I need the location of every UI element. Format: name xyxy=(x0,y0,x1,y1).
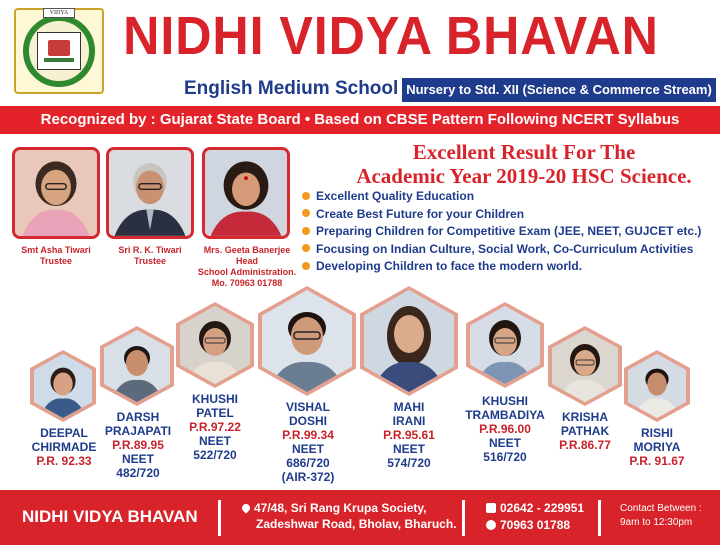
student-photo-icon xyxy=(180,306,250,384)
footer-brand: NIDHI VIDYA BHAVAN xyxy=(22,507,198,526)
person-name: Mrs. Geeta Banerjee xyxy=(203,245,291,255)
feature-item: Excellent Quality Education xyxy=(302,188,701,206)
student-photo-icon xyxy=(470,306,540,384)
bullet-icon xyxy=(302,192,310,200)
result-heading-line-1: Excellent Result For The xyxy=(412,140,636,164)
phone-icon xyxy=(486,503,496,513)
student-info: KHUSHI TRAMBADIYA P.R.96.00 NEET 516/720 xyxy=(465,394,545,464)
student-photo xyxy=(100,326,174,406)
student-photo xyxy=(548,326,622,406)
student-info: DARSH PRAJAPATI P.R.89.95 NEET 482/720 xyxy=(104,410,172,480)
student-info: MAHI IRANI P.R.95.61 NEET 574/720 xyxy=(383,400,435,470)
footer-divider xyxy=(218,500,221,536)
student-photo-icon xyxy=(104,330,170,402)
trustee-1-caption xyxy=(6,245,106,267)
recognition-banner: Recognized by : Gujarat State Board • Based on CBSE Pattern Following NCERT Syllabus xyxy=(0,106,720,134)
bullet-icon xyxy=(302,244,310,252)
logo-text: VIDYA xyxy=(43,8,75,18)
feature-item: Preparing Children for Competitive Exam (JEE, NEET, GUJCET etc.) xyxy=(302,223,701,241)
student-photo xyxy=(360,286,458,396)
student-photo-icon xyxy=(552,330,618,402)
bullet-icon xyxy=(302,209,310,217)
person-name: Smt Asha Tiwari xyxy=(21,245,91,255)
person-name: Sri R. K. Tiwari xyxy=(118,245,182,255)
bullet-icon xyxy=(302,227,310,235)
logo-emblem xyxy=(37,32,81,70)
feature-list xyxy=(302,188,701,276)
emblem-icon xyxy=(48,40,70,56)
footer-divider xyxy=(462,500,465,536)
location-pin-icon xyxy=(240,502,251,513)
footer-contact-hours: Contact Between : 9am to 12:30pm xyxy=(620,503,702,528)
student-photo xyxy=(176,302,254,388)
student-photo xyxy=(258,286,356,396)
school-name: NIDHI VIDYA BHAVAN xyxy=(123,6,659,66)
feature-item: Focusing on Indian Culture, Social Work, Co-Curriculum Activities xyxy=(302,241,701,259)
trustee-photo-2 xyxy=(106,147,194,239)
footer xyxy=(0,490,720,545)
feature-item: Developing Children to face the modern world. xyxy=(302,258,701,276)
student-photo xyxy=(466,302,544,388)
feature-item: Create Best Future for your Children xyxy=(302,206,701,224)
footer-phones: 02642 - 229951 70963 01788 xyxy=(486,500,584,534)
mobile-icon xyxy=(486,520,496,530)
school-logo xyxy=(14,8,104,94)
head-caption xyxy=(194,245,300,289)
student-info: DEEPAL CHIRMADE P.R. 92.33 xyxy=(31,426,97,468)
student-info: RISHI MORIYA P.R. 91.67 xyxy=(629,426,685,468)
trustee-2-caption xyxy=(100,245,200,267)
person-role-detail: School Administration. xyxy=(197,267,297,277)
bullet-icon xyxy=(302,262,310,270)
person-photo-icon xyxy=(15,150,97,236)
student-photo-icon xyxy=(628,354,686,418)
person-phone: Mo. 70963 01788 xyxy=(211,278,283,288)
student-photo-icon xyxy=(262,290,352,392)
result-heading xyxy=(330,140,718,188)
student-info: VISHAL DOSHI P.R.99.34 NEET 686/720 (AIR-372) xyxy=(281,400,335,484)
school-subtitle: English Medium School xyxy=(184,78,399,99)
person-photo-icon xyxy=(205,150,287,236)
logo-emblem-ring xyxy=(23,10,95,87)
head-photo xyxy=(202,147,290,239)
student-photo-icon xyxy=(34,354,92,418)
trustee-photo-1 xyxy=(12,147,100,239)
result-heading-line-2: Academic Year 2019-20 HSC Science. xyxy=(356,164,692,188)
student-info: KHUSHI PATEL P.R.97.22 NEET 522/720 xyxy=(189,392,241,462)
footer-address: 47/48, Sri Rang Krupa Society, Zadeshwar Road, Bholav, Bharuch. xyxy=(242,500,456,532)
person-role: Head xyxy=(235,256,258,266)
student-photo xyxy=(624,350,690,422)
student-info: KRISHA PATHAK P.R.86.77 xyxy=(559,410,611,452)
person-role: Trustee xyxy=(133,256,166,266)
person-role: Trustee xyxy=(39,256,72,266)
student-photo-icon xyxy=(364,290,454,392)
person-photo-icon xyxy=(109,150,191,236)
footer-divider xyxy=(598,500,601,536)
student-photo xyxy=(30,350,96,422)
stream-info: Nursery to Std. XII (Science & Commerce Stream) xyxy=(402,78,716,102)
